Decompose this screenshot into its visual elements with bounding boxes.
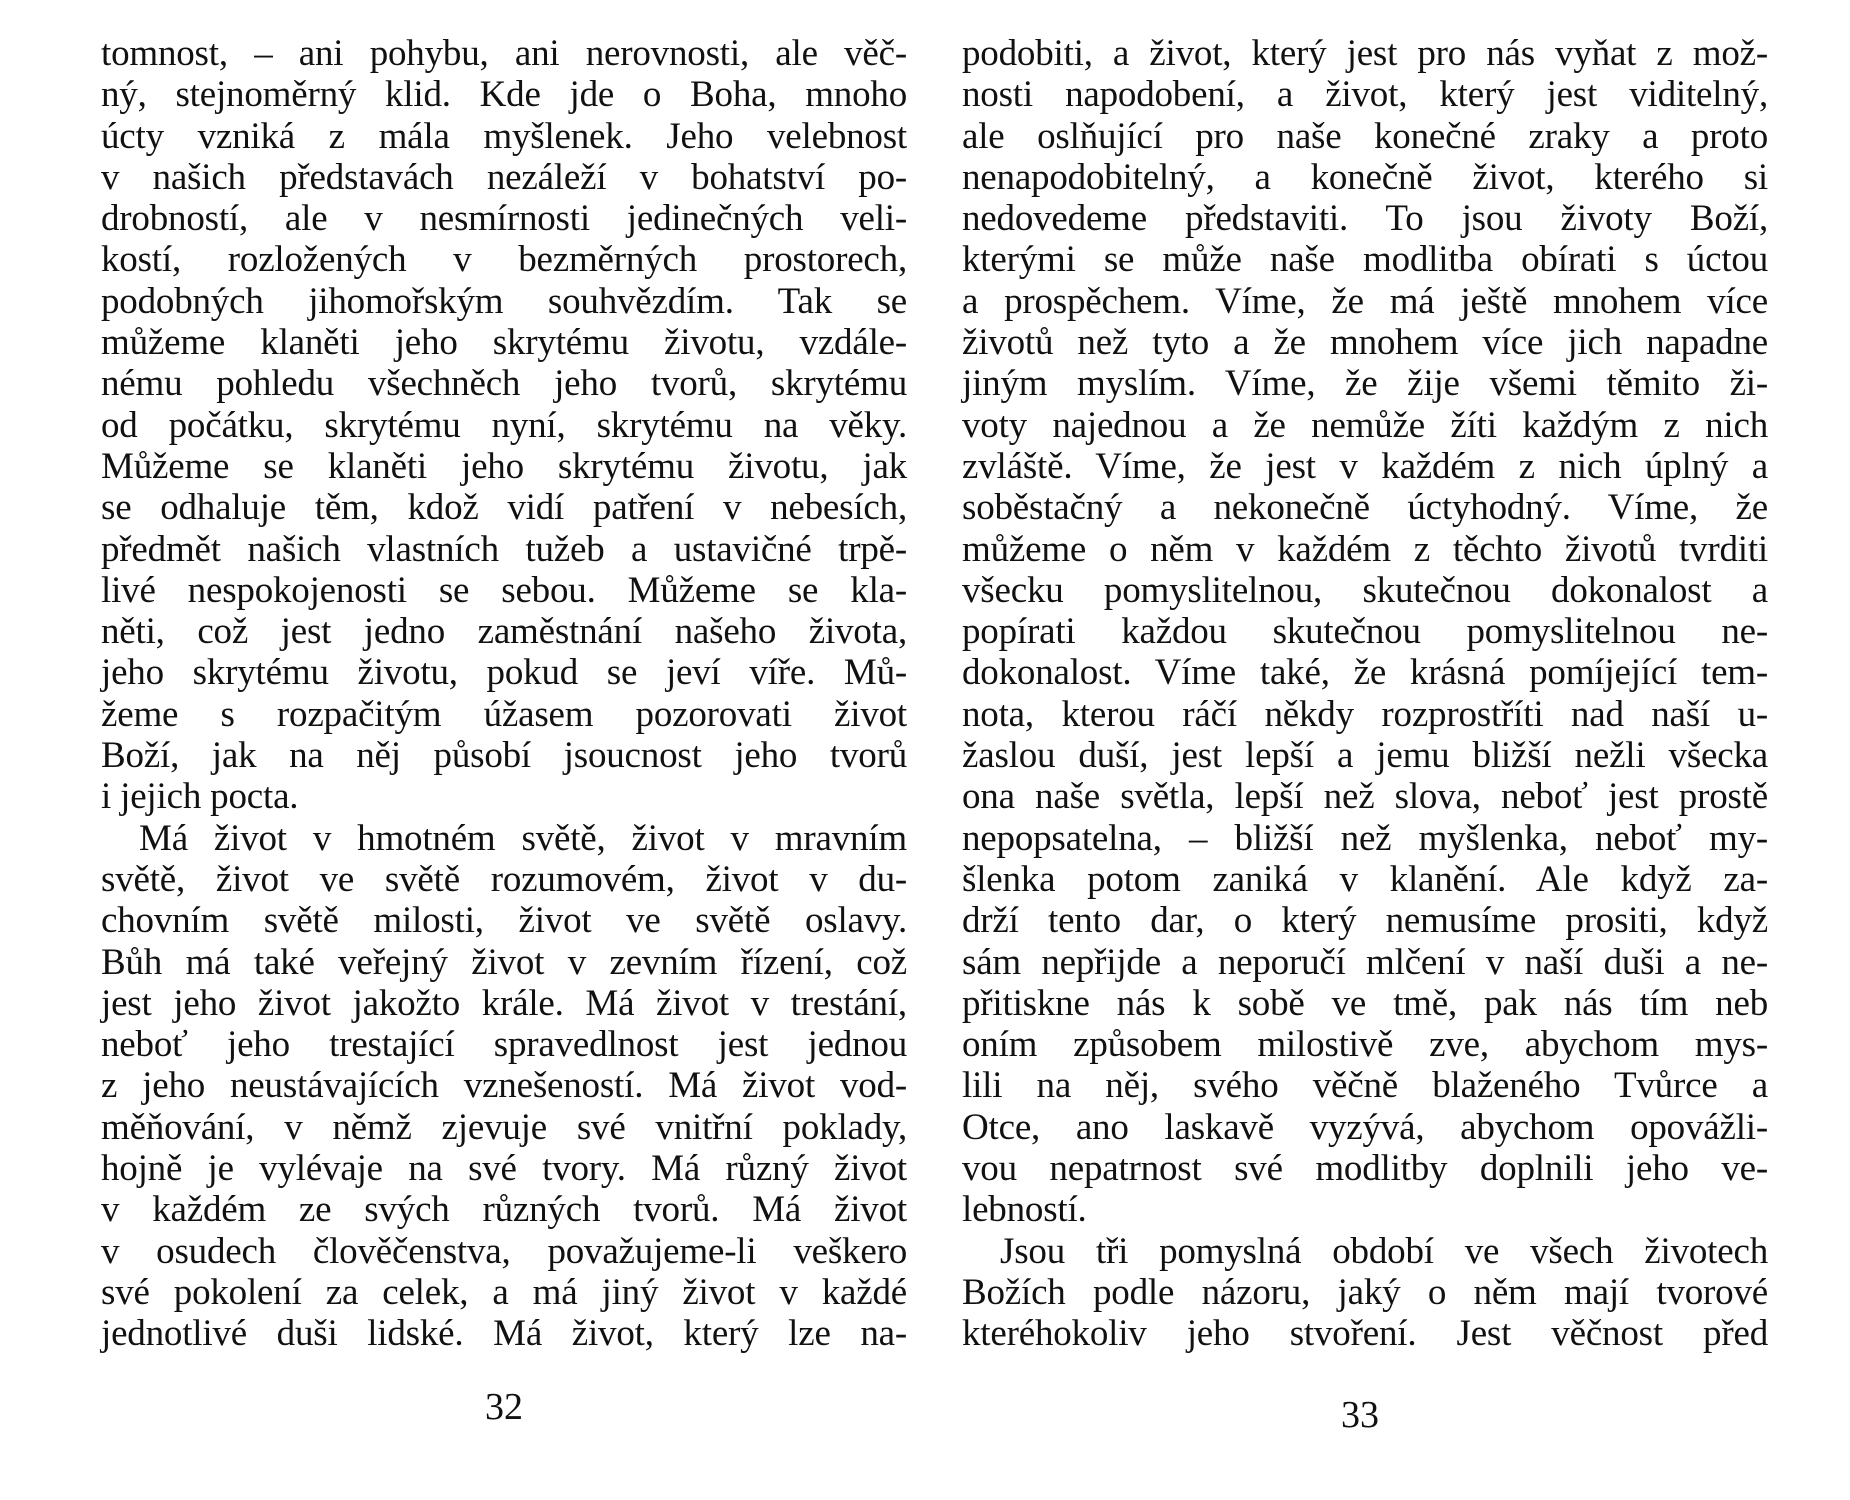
- text-line: sám nepřijde a neporučí mlčení v naší duši a ne-: [962, 941, 1768, 983]
- text-line: Boží, jak na něj působí jsoucnost jeho tvorů: [101, 735, 907, 777]
- text-line: životů než tyto a že mnohem více jich napadne: [962, 322, 1768, 364]
- text-line: se odhaluje těm, kdož vidí patření v nebesích,: [101, 487, 907, 529]
- text-line: livé nespokojenosti se sebou. Můžeme se kla-: [101, 569, 907, 611]
- text-line: neboť jeho trestající spravedlnost jest jednou: [101, 1024, 907, 1066]
- text-line: kteréhokoliv jeho stvoření. Jest věčnost před: [962, 1313, 1768, 1355]
- text-line: nosti napodobení, a život, který jest viditelný,: [962, 74, 1768, 116]
- text-line: dokonalost. Víme také, že krásná pomíjející tem-: [962, 652, 1768, 694]
- text-line: tomnost, – ani pohybu, ani nerovnosti, ale věč-: [101, 33, 907, 74]
- text-line: Jsou tři pomyslná období ve všech životech: [1000, 1230, 1768, 1272]
- text-line: v osudech člověčenstva, považujeme-li veškero: [101, 1230, 907, 1272]
- text-line: voty najednou a že nemůže žíti každým z nich: [962, 404, 1768, 446]
- text-line: vou nepatrnost své modlitby doplnili jeho ve-: [962, 1148, 1768, 1190]
- text-line: šlenka potom zaniká v klanění. Ale když za-: [962, 858, 1768, 900]
- text-line: lebností.: [962, 1189, 1087, 1231]
- text-line: a prospěchem. Víme, že má ještě mnohem více: [962, 280, 1768, 322]
- text-line: nému pohledu všechněch jeho tvorů, skrytému: [101, 363, 907, 405]
- text-line: oním způsobem milostivě zve, abychom mys-: [962, 1024, 1768, 1066]
- text-line: podobiti, a život, který jest pro nás vyňat z mož-: [962, 33, 1768, 74]
- text-line: ale oslňující pro naše konečné zraky a proto: [962, 115, 1768, 157]
- text-line: úcty vzniká z mála myšlenek. Jeho velebnost: [101, 115, 907, 157]
- text-line: své pokolení za celek, a má jiný život v každé: [101, 1271, 907, 1313]
- text-line: nota, kterou ráčí někdy rozprostříti nad naší u-: [962, 693, 1768, 735]
- text-line: hojně je vylévaje na své tvory. Má různý život: [101, 1148, 907, 1190]
- text-line: jednotlivé duši lidské. Má život, který lze na-: [101, 1313, 907, 1355]
- text-line: lili na něj, svého věčně blaženého Tvůrce a: [962, 1065, 1768, 1107]
- text-line: ona naše světla, lepší než slova, neboť jest prostě: [962, 776, 1768, 818]
- text-line: v našich představách nezáleží v bohatství po-: [101, 156, 907, 198]
- text-line: jiným myslím. Víme, že žije všemi těmito ži-: [962, 363, 1768, 405]
- text-line: zvláště. Víme, že jest v každém z nich úplný a: [962, 445, 1768, 487]
- text-line: i jejich pocta.: [101, 776, 299, 818]
- text-line: můžeme o něm v každém z těchto životů tvrditi: [962, 528, 1768, 570]
- text-line: drží tento dar, o který nemusíme prositi, když: [962, 900, 1768, 942]
- text-line: Můžeme se klaněti jeho skrytému životu, jak: [101, 445, 907, 487]
- text-line: podobných jihomořským souhvězdím. Tak se: [101, 280, 907, 322]
- text-line: všecku pomyslitelnou, skutečnou dokonalost a: [962, 569, 1768, 611]
- text-line: popírati každou skutečnou pomyslitelnou ne-: [962, 611, 1768, 653]
- text-line: ný, stejnoměrný klid. Kde jde o Boha, mnoho: [101, 74, 907, 116]
- text-line: drobností, ale v nesmírnosti jedinečných veli-: [101, 198, 907, 240]
- text-line: jest jeho život jakožto krále. Má život v trestání,: [101, 982, 907, 1024]
- text-line: kostí, rozložených v bezměrných prostorech,: [101, 239, 907, 281]
- text-line: soběstačný a nekonečně úctyhodný. Víme, že: [962, 487, 1768, 529]
- page-right-text: [962, 33, 1768, 1355]
- text-line: nenapodobitelný, a konečně život, kterého si: [962, 156, 1768, 198]
- text-line: předmět našich vlastních tužeb a ustavičné trpě-: [101, 528, 907, 570]
- text-line: kterými se může naše modlitba obírati s úctou: [962, 239, 1768, 281]
- text-line: od počátku, skrytému nyní, skrytému na věky.: [101, 404, 907, 446]
- text-line: přitiskne nás k sobě ve tmě, pak nás tím neb: [962, 982, 1768, 1024]
- text-line: žaslou duší, jest lepší a jemu bližší nežli všecka: [962, 735, 1768, 777]
- text-line: světě, život ve světě rozumovém, život v du-: [101, 858, 907, 900]
- text-line: jeho skrytému životu, pokud se jeví víře. Mů-: [101, 652, 907, 694]
- text-line: z jeho neustávajících vznešeností. Má život vod-: [101, 1065, 907, 1107]
- text-line: v každém ze svých různých tvorů. Má život: [101, 1189, 907, 1231]
- page-number-left: 32: [485, 1386, 523, 1428]
- text-line: něti, což jest jedno zaměstnání našeho života,: [101, 611, 907, 653]
- text-line: žeme s rozpačitým úžasem pozorovati život: [101, 693, 907, 735]
- text-line: chovním světě milosti, život ve světě oslavy.: [101, 900, 907, 942]
- text-line: měňování, v němž zjevuje své vnitřní poklady,: [101, 1106, 907, 1148]
- text-line: Má život v hmotném světě, život v mravním: [139, 817, 907, 859]
- page-left-text: [101, 33, 907, 1355]
- text-line: nedovedeme představiti. To jsou životy Boží,: [962, 198, 1768, 240]
- text-line: Božích podle názoru, jaký o něm mají tvorové: [962, 1271, 1768, 1313]
- text-line: Bůh má také veřejný život v zevním řízení, což: [101, 941, 907, 983]
- page-number-right: 33: [1341, 1394, 1379, 1436]
- text-line: Otce, ano laskavě vyzývá, abychom opovážli-: [962, 1106, 1768, 1148]
- text-line: můžeme klaněti jeho skrytému životu, vzdále-: [101, 322, 907, 364]
- text-line: nepopsatelna, – bližší než myšlenka, neboť my-: [962, 817, 1768, 859]
